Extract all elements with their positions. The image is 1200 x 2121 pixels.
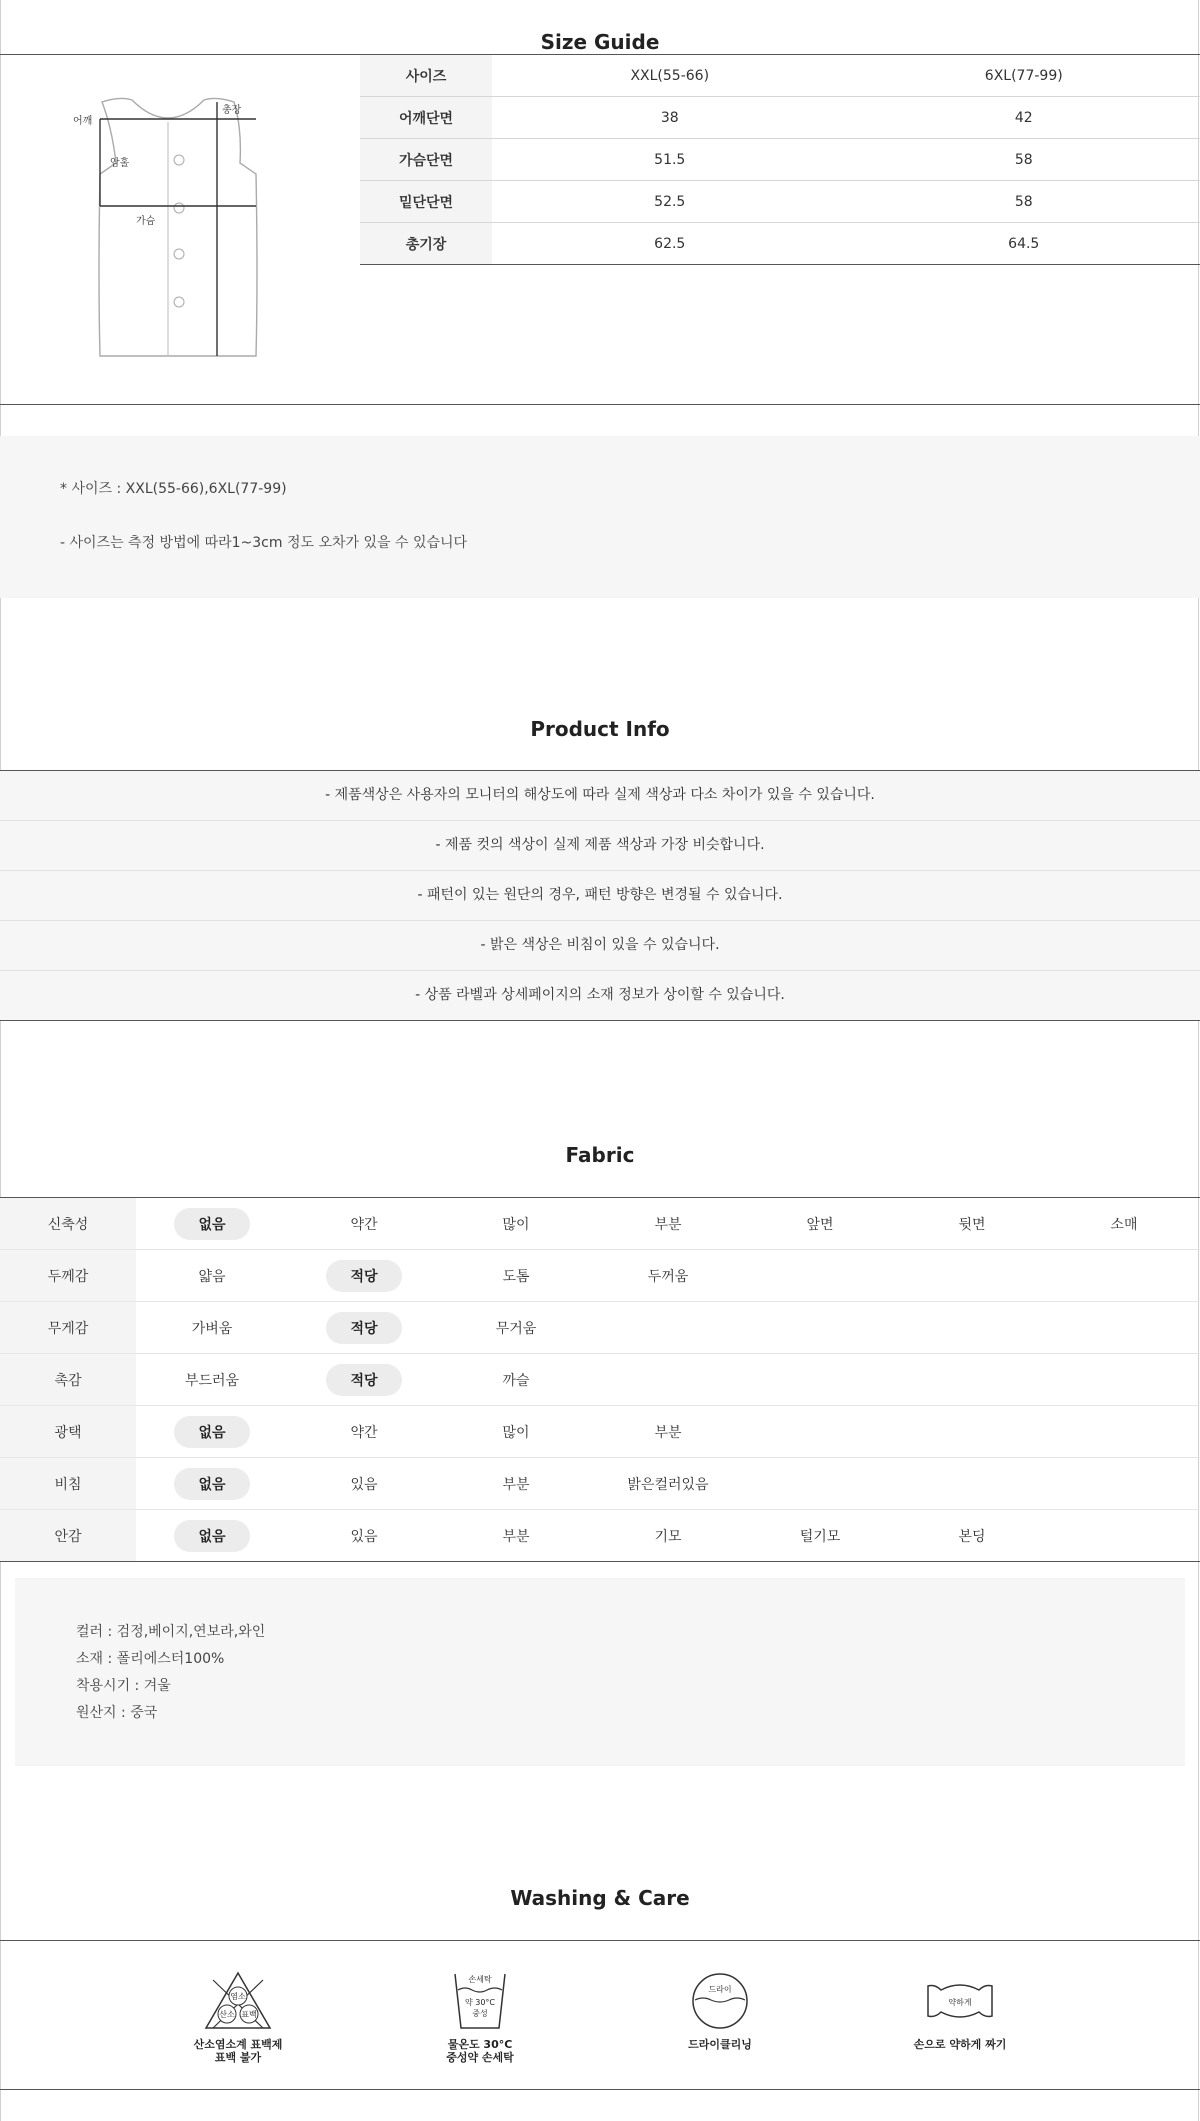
fabric-option-cell xyxy=(592,1250,744,1302)
fabric-option-cell xyxy=(136,1406,288,1458)
fabric-option-cell xyxy=(592,1354,744,1406)
fabric-option-cell xyxy=(440,1302,592,1354)
fabric-row-label: 무게감 xyxy=(0,1302,136,1354)
size-note: * 사이즈 : XXL(55-66),6XL(77-99) xyxy=(60,481,287,497)
list-item: - 밝은 색상은 비침이 있을 수 있습니다. xyxy=(0,921,1200,971)
fabric-option-cell xyxy=(136,1458,288,1510)
fabric-row-label: 비침 xyxy=(0,1458,136,1510)
fabric-option: 두꺼움 xyxy=(647,1268,689,1285)
table-row xyxy=(360,181,1200,223)
fabric-option-cell xyxy=(1048,1406,1200,1458)
care-label: 손으로 약하게 짜기 xyxy=(913,2038,1007,2051)
care-item xyxy=(400,1970,560,2064)
fabric-option-cell xyxy=(896,1510,1048,1562)
fabric-option: 밝은컬러있음 xyxy=(627,1476,709,1493)
care-label: 산소염소계 표백제 표백 불가 xyxy=(193,2038,283,2064)
fabric-option-cell xyxy=(440,1250,592,1302)
svg-text:산소: 산소 xyxy=(219,2010,235,2019)
svg-text:손세탁: 손세탁 xyxy=(468,1975,492,1984)
fabric-option: 많이 xyxy=(502,1424,530,1441)
size-cell: 51.5 xyxy=(492,139,848,181)
fabric-option: 부드러움 xyxy=(184,1372,240,1389)
fabric-option-cell xyxy=(136,1302,288,1354)
list-item: - 상품 라벨과 상세페이지의 소재 정보가 상이할 수 있습니다. xyxy=(0,971,1200,1021)
fabric-option-selected: 없음 xyxy=(174,1468,249,1500)
fabric-row xyxy=(0,1354,1200,1406)
size-row-label: 어깨단면 xyxy=(360,97,492,139)
size-row-label: 가슴단면 xyxy=(360,139,492,181)
fabric-option: 많이 xyxy=(502,1216,530,1233)
fabric-row xyxy=(0,1406,1200,1458)
fabric-option-cell xyxy=(288,1510,440,1562)
svg-text:표백: 표백 xyxy=(241,2010,257,2019)
fabric-option-cell xyxy=(896,1458,1048,1510)
fabric-option: 소매 xyxy=(1110,1216,1138,1233)
fabric-table xyxy=(0,1198,1200,1562)
fabric-option-cell xyxy=(1048,1250,1200,1302)
fabric-option: 까슬 xyxy=(502,1372,530,1389)
table-row xyxy=(360,223,1200,265)
size-guide-bottom-divider xyxy=(0,404,1200,405)
detail-color: 컬러 : 검정,베이지,연보라,와인 xyxy=(76,1624,266,1640)
fabric-option: 본딩 xyxy=(958,1528,986,1545)
fabric-option-cell xyxy=(136,1354,288,1406)
fabric-option: 도톰 xyxy=(502,1268,530,1285)
fabric-option-cell xyxy=(896,1250,1048,1302)
fabric-option-cell xyxy=(440,1354,592,1406)
no-bleach-triangle-icon xyxy=(203,1970,273,2032)
detail-season: 착용시기 : 겨울 xyxy=(76,1678,171,1694)
diagram-length-label: 총장 xyxy=(222,105,242,116)
fabric-option-cell xyxy=(1048,1510,1200,1562)
size-cell: 42 xyxy=(848,97,1200,139)
size-row-label: 사이즈 xyxy=(360,55,492,97)
washing-bottom-divider xyxy=(0,2089,1200,2090)
fabric-option: 기모 xyxy=(654,1528,682,1545)
fabric-option-cell xyxy=(136,1510,288,1562)
fabric-option-cell xyxy=(744,1250,896,1302)
diagram-armhole-label: 암홀 xyxy=(110,158,130,169)
size-row-label: 총기장 xyxy=(360,223,492,265)
fabric-row-label: 두께감 xyxy=(0,1250,136,1302)
fabric-option: 뒷면 xyxy=(958,1216,986,1233)
fabric-option-cell xyxy=(744,1354,896,1406)
fabric-option-selected: 없음 xyxy=(174,1208,249,1240)
fabric-option-cell xyxy=(288,1250,440,1302)
fabric-option: 앞면 xyxy=(806,1216,834,1233)
fabric-row-label: 안감 xyxy=(0,1510,136,1562)
fabric-option-cell xyxy=(440,1198,592,1250)
fabric-option-cell xyxy=(440,1458,592,1510)
hand-wash-tub-icon xyxy=(445,1970,515,2032)
fabric-option-cell xyxy=(592,1302,744,1354)
detail-origin: 원산지 : 중국 xyxy=(76,1705,158,1721)
care-label: 물온도 30°C 중성약 손세탁 xyxy=(446,2038,514,2064)
fabric-option-cell xyxy=(1048,1198,1200,1250)
fabric-option-cell xyxy=(1048,1458,1200,1510)
size-cell: 52.5 xyxy=(492,181,848,223)
fabric-option-selected: 적당 xyxy=(326,1364,401,1396)
svg-text:중성: 중성 xyxy=(472,2009,488,2018)
fabric-option-cell xyxy=(288,1198,440,1250)
fabric-option-selected: 없음 xyxy=(174,1416,249,1448)
size-guide-title: Size Guide xyxy=(540,30,660,54)
fabric-option-cell xyxy=(896,1354,1048,1406)
size-table xyxy=(360,55,1200,265)
detail-material: 소재 : 폴리에스터100% xyxy=(76,1651,225,1667)
svg-text:염소: 염소 xyxy=(230,1992,246,2001)
fabric-row-label: 광택 xyxy=(0,1406,136,1458)
fabric-option-cell xyxy=(136,1198,288,1250)
size-cell: 38 xyxy=(492,97,848,139)
table-row xyxy=(360,97,1200,139)
care-label: 드라이클리닝 xyxy=(688,2038,752,2051)
svg-text:드라이: 드라이 xyxy=(708,1985,732,1994)
size-cell: 58 xyxy=(848,181,1200,223)
fabric-option-cell xyxy=(592,1510,744,1562)
fabric-option: 무거움 xyxy=(495,1320,537,1337)
fabric-option-cell xyxy=(592,1406,744,1458)
size-row-label: 밑단단면 xyxy=(360,181,492,223)
fabric-row xyxy=(0,1458,1200,1510)
fabric-option-cell xyxy=(288,1354,440,1406)
fabric-option-cell xyxy=(288,1406,440,1458)
fabric-row xyxy=(0,1510,1200,1562)
fabric-option: 있음 xyxy=(350,1476,378,1493)
table-row xyxy=(360,55,1200,97)
fabric-option-cell xyxy=(1048,1302,1200,1354)
fabric-option: 털기모 xyxy=(799,1528,841,1545)
fabric-option-cell xyxy=(288,1302,440,1354)
fabric-option-cell xyxy=(1048,1354,1200,1406)
fabric-option-cell xyxy=(288,1458,440,1510)
fabric-option-cell xyxy=(896,1302,1048,1354)
size-cell: 62.5 xyxy=(492,223,848,265)
size-cell: XXL(55-66) xyxy=(492,55,848,97)
fabric-option: 가벼움 xyxy=(191,1320,233,1337)
fabric-row xyxy=(0,1198,1200,1250)
svg-text:약 30°C: 약 30°C xyxy=(464,1998,496,2007)
table-row xyxy=(360,139,1200,181)
size-cell: 58 xyxy=(848,139,1200,181)
fabric-row-label: 신축성 xyxy=(0,1198,136,1250)
fabric-option-cell xyxy=(744,1302,896,1354)
washing-title: Washing & Care xyxy=(510,1886,690,1910)
fabric-option-cell xyxy=(744,1406,896,1458)
gentle-wring-icon xyxy=(925,1970,995,2032)
diagram-shoulder-label: 어깨 xyxy=(73,116,93,127)
vest-size-diagram xyxy=(60,88,280,368)
size-notes-box xyxy=(0,436,1200,598)
svg-text:약하게: 약하게 xyxy=(948,1998,972,2007)
size-note: - 사이즈는 측정 방법에 따라1~3cm 정도 오차가 있을 수 있습니다 xyxy=(60,535,468,551)
fabric-option: 부분 xyxy=(502,1476,530,1493)
fabric-option-cell xyxy=(440,1510,592,1562)
fabric-title: Fabric xyxy=(565,1143,635,1167)
fabric-option: 부분 xyxy=(502,1528,530,1545)
fabric-option: 부분 xyxy=(654,1216,682,1233)
fabric-option: 얇음 xyxy=(198,1268,226,1285)
product-info-list xyxy=(0,771,1200,1021)
care-item xyxy=(640,1970,800,2051)
fabric-option: 부분 xyxy=(654,1424,682,1441)
fabric-option: 약간 xyxy=(350,1424,378,1441)
fabric-option: 있음 xyxy=(350,1528,378,1545)
fabric-option-cell xyxy=(744,1510,896,1562)
fabric-option-cell xyxy=(592,1198,744,1250)
fabric-row xyxy=(0,1302,1200,1354)
fabric-option-cell xyxy=(744,1458,896,1510)
dry-clean-circle-icon xyxy=(685,1970,755,2032)
fabric-option-selected: 적당 xyxy=(326,1312,401,1344)
fabric-option-selected: 적당 xyxy=(326,1260,401,1292)
diagram-chest-label: 가슴 xyxy=(136,216,156,227)
fabric-option: 약간 xyxy=(350,1216,378,1233)
size-cell: 6XL(77-99) xyxy=(848,55,1200,97)
fabric-option-cell xyxy=(440,1406,592,1458)
fabric-option-cell xyxy=(896,1198,1048,1250)
size-cell: 64.5 xyxy=(848,223,1200,265)
list-item: - 제품색상은 사용자의 모니터의 해상도에 따라 실제 색상과 다소 차이가 있을 수 있습니다. xyxy=(0,771,1200,821)
list-item: - 패턴이 있는 원단의 경우, 패턴 방향은 변경될 수 있습니다. xyxy=(0,871,1200,921)
product-info-title: Product Info xyxy=(530,717,670,741)
fabric-option-selected: 없음 xyxy=(174,1520,249,1552)
list-item: - 제품 컷의 색상이 실제 제품 색상과 가장 비슷합니다. xyxy=(0,821,1200,871)
fabric-row-label: 촉감 xyxy=(0,1354,136,1406)
fabric-option-cell xyxy=(592,1458,744,1510)
fabric-option-cell xyxy=(896,1406,1048,1458)
fabric-row xyxy=(0,1250,1200,1302)
care-item xyxy=(158,1970,318,2064)
washing-top-divider xyxy=(0,1940,1200,1941)
fabric-option-cell xyxy=(744,1198,896,1250)
care-item xyxy=(880,1970,1040,2051)
product-details-box xyxy=(15,1578,1185,1766)
fabric-option-cell xyxy=(136,1250,288,1302)
